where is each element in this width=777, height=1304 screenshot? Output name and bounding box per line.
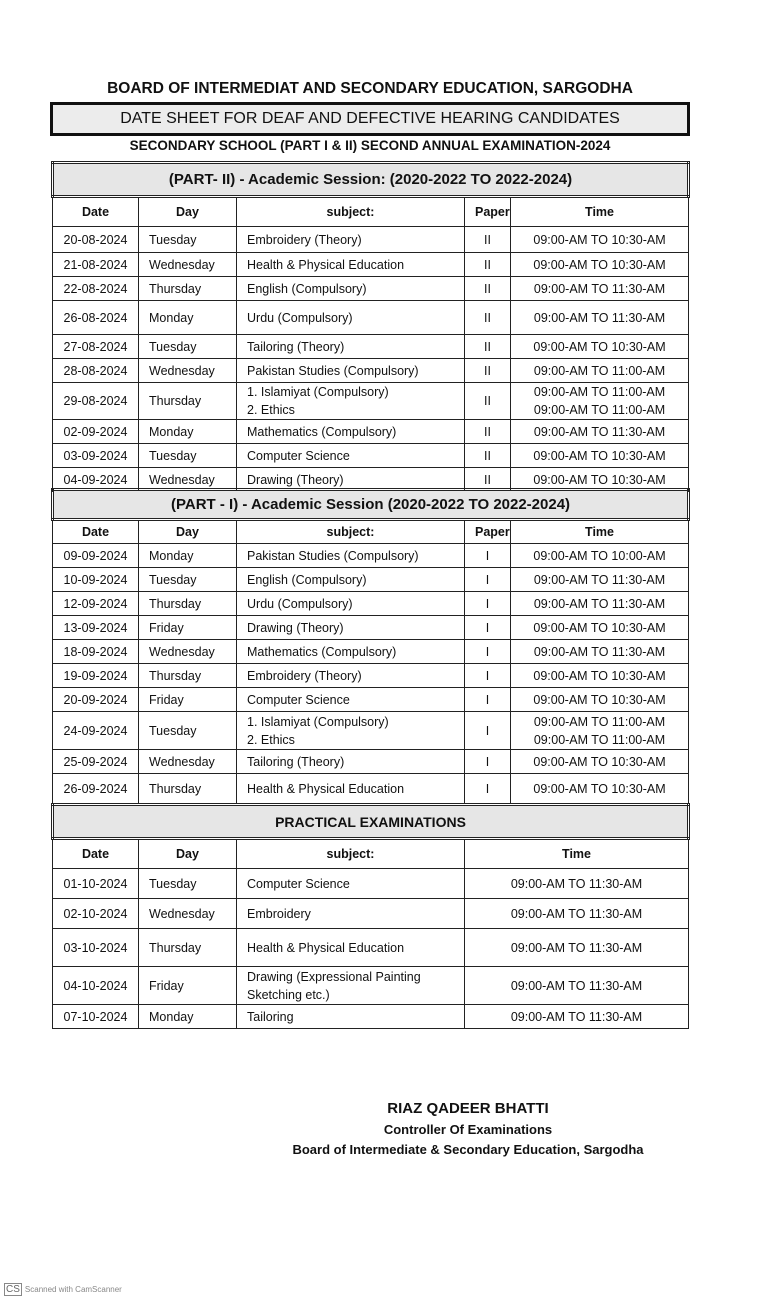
date-cell: 09-09-2024 <box>53 544 139 568</box>
col-day: Day <box>139 520 237 544</box>
table-row <box>53 301 689 335</box>
subject-cell <box>237 899 465 929</box>
time-cell-line: 09:00-AM TO 11:30-AM <box>533 644 666 659</box>
time-cell <box>511 774 689 804</box>
table-row <box>53 1005 689 1029</box>
time-cell-line: 09:00-AM TO 10:30-AM <box>533 232 666 247</box>
time-cell <box>511 592 689 616</box>
day-cell: Thursday <box>139 929 237 967</box>
table-row <box>53 929 689 967</box>
day-cell: Friday <box>139 688 237 712</box>
day-cell: Thursday <box>139 277 237 301</box>
date-cell: 02-10-2024 <box>53 899 139 929</box>
day-cell: Wednesday <box>139 468 237 492</box>
time-cell: 09:00-AM TO 11:30-AM <box>465 899 689 929</box>
day-cell: Thursday <box>139 592 237 616</box>
date-cell: 28-08-2024 <box>53 359 139 383</box>
subject-cell-line: English (Compulsory) <box>247 281 367 296</box>
table-row <box>53 335 689 359</box>
paper-cell: I <box>465 688 511 712</box>
paper-cell: I <box>465 616 511 640</box>
subject-cell-line: 2. Ethics <box>247 732 295 747</box>
day-cell: Wednesday <box>139 899 237 929</box>
date-cell: 26-09-2024 <box>53 774 139 804</box>
day-cell: Tuesday <box>139 227 237 253</box>
date-cell: 03-09-2024 <box>53 444 139 468</box>
subject-cell <box>237 444 465 468</box>
scanner-watermark <box>4 1283 122 1296</box>
part2-section-title: (PART- II) - Academic Session: (2020-2022 TO 2022-2024) <box>53 163 689 197</box>
time-cell <box>511 420 689 444</box>
time-cell-line: 09:00-AM TO 10:30-AM <box>533 754 666 769</box>
subject-cell <box>237 277 465 301</box>
time-cell: 09:00-AM TO 11:30-AM <box>465 869 689 899</box>
subject-cell-line: Health & Physical Education <box>247 940 405 955</box>
paper-cell: II <box>465 227 511 253</box>
paper-cell: II <box>465 277 511 301</box>
subject-cell-line: Health & Physical Education <box>247 257 405 272</box>
subject-cell <box>237 544 465 568</box>
day-cell: Tuesday <box>139 712 237 750</box>
table-row <box>53 640 689 664</box>
table-row <box>53 664 689 688</box>
time-cell <box>511 383 689 420</box>
time-cell <box>511 712 689 750</box>
col-date: Date <box>53 197 139 227</box>
day-cell: Thursday <box>139 774 237 804</box>
col-date: Date <box>53 839 139 869</box>
time-cell <box>511 301 689 335</box>
time-cell-line: 09:00-AM TO 11:00-AM <box>533 385 666 399</box>
exam-title: SECONDARY SCHOOL (PART I & II) SECOND ANNUAL EXAMINATION-2024 <box>129 138 611 153</box>
subject-cell <box>237 929 465 967</box>
subject-cell-line: Embroidery (Theory) <box>247 668 362 683</box>
subject-cell <box>237 301 465 335</box>
signatory-name: RIAZ QADEER BHATTI <box>387 1100 549 1117</box>
col-time: Time <box>511 520 689 544</box>
time-cell-line: 09:00-AM TO 10:30-AM <box>533 472 666 487</box>
date-cell: 10-09-2024 <box>53 568 139 592</box>
col-date: Date <box>53 520 139 544</box>
table-row <box>53 774 689 804</box>
col-paper: Paper <box>465 197 511 227</box>
paper-cell: I <box>465 664 511 688</box>
paper-cell: II <box>465 253 511 277</box>
subject-cell <box>237 869 465 899</box>
subject-cell <box>237 640 465 664</box>
paper-cell: I <box>465 712 511 750</box>
date-cell: 01-10-2024 <box>53 869 139 899</box>
subject-cell-line: Drawing (Expressional Painting <box>247 969 421 984</box>
time-cell-line: 09:00-AM TO 11:00-AM <box>533 363 666 378</box>
subject-cell-line: Tailoring (Theory) <box>247 754 345 769</box>
time-cell <box>511 253 689 277</box>
date-cell: 26-08-2024 <box>53 301 139 335</box>
subject-cell <box>237 774 465 804</box>
col-paper: Paper <box>465 520 511 544</box>
table-row <box>53 688 689 712</box>
paper-cell: II <box>465 468 511 492</box>
col-time: Time <box>465 839 689 869</box>
day-cell: Friday <box>139 616 237 640</box>
part1-header-row <box>53 520 689 544</box>
subject-cell-line: Computer Science <box>247 876 350 891</box>
time-cell <box>511 359 689 383</box>
day-cell: Wednesday <box>139 359 237 383</box>
subject-cell-line: Pakistan Studies (Compulsory) <box>247 363 419 378</box>
time-cell-line: 09:00-AM TO 11:30-AM <box>533 424 666 439</box>
date-cell: 13-09-2024 <box>53 616 139 640</box>
col-day: Day <box>139 839 237 869</box>
table-row <box>53 444 689 468</box>
subject-cell <box>237 592 465 616</box>
table-row <box>53 277 689 301</box>
subject-cell-line: 1. Islamiyat (Compulsory) <box>247 714 389 729</box>
day-cell: Thursday <box>139 383 237 420</box>
subject-cell <box>237 253 465 277</box>
col-subject: subject: <box>237 520 465 544</box>
subject-cell-line: Mathematics (Compulsory) <box>247 644 397 659</box>
subject-cell <box>237 359 465 383</box>
day-cell: Monday <box>139 1005 237 1029</box>
date-cell: 07-10-2024 <box>53 1005 139 1029</box>
subject-cell <box>237 750 465 774</box>
subject-cell-line: Tailoring <box>247 1009 294 1024</box>
practical-table <box>51 803 690 1029</box>
time-cell: 09:00-AM TO 11:30-AM <box>465 929 689 967</box>
time-cell <box>511 688 689 712</box>
time-cell <box>511 750 689 774</box>
time-cell <box>511 444 689 468</box>
subject-cell-line: Sketching etc.) <box>247 987 330 1002</box>
col-subject: subject: <box>237 197 465 227</box>
table-row <box>53 967 689 1005</box>
table-row <box>53 869 689 899</box>
subject-cell <box>237 227 465 253</box>
col-time: Time <box>511 197 689 227</box>
day-cell: Tuesday <box>139 335 237 359</box>
subject-cell-line: Drawing (Theory) <box>247 620 344 635</box>
subject-cell-line: Tailoring (Theory) <box>247 339 345 354</box>
time-cell <box>511 640 689 664</box>
time-cell <box>511 616 689 640</box>
day-cell: Monday <box>139 301 237 335</box>
subject-cell-line: Drawing (Theory) <box>247 472 344 487</box>
day-cell: Monday <box>139 420 237 444</box>
time-cell <box>511 335 689 359</box>
datesheet-title: DATE SHEET FOR DEAF AND DEFECTIVE HEARING CANDIDATES <box>50 102 690 136</box>
day-cell: Tuesday <box>139 568 237 592</box>
subject-cell <box>237 664 465 688</box>
paper-cell: II <box>465 383 511 420</box>
time-cell <box>511 544 689 568</box>
time-cell-line: 09:00-AM TO 11:00-AM <box>533 403 666 417</box>
time-cell-line: 09:00-AM TO 10:00-AM <box>533 548 666 563</box>
table-row <box>53 420 689 444</box>
part1-section-title: (PART - I) - Academic Session (2020-2022 TO 2022-2024) <box>53 490 689 520</box>
table-row <box>53 616 689 640</box>
time-cell-line: 09:00-AM TO 10:30-AM <box>533 339 666 354</box>
time-cell <box>511 568 689 592</box>
practical-section-title: PRACTICAL EXAMINATIONS <box>53 805 689 839</box>
subject-cell <box>237 335 465 359</box>
day-cell: Monday <box>139 544 237 568</box>
table-row <box>53 544 689 568</box>
time-cell-line: 09:00-AM TO 10:30-AM <box>533 257 666 272</box>
paper-cell: I <box>465 592 511 616</box>
subject-cell <box>237 616 465 640</box>
part2-header-row <box>53 197 689 227</box>
scanner-text: Scanned with CamScanner <box>24 1285 122 1294</box>
time-cell-line: 09:00-AM TO 11:00-AM <box>533 714 666 729</box>
date-cell: 27-08-2024 <box>53 335 139 359</box>
time-cell: 09:00-AM TO 11:30-AM <box>465 967 689 1005</box>
date-cell: 18-09-2024 <box>53 640 139 664</box>
col-day: Day <box>139 197 237 227</box>
day-cell: Wednesday <box>139 640 237 664</box>
date-cell: 22-08-2024 <box>53 277 139 301</box>
subject-cell <box>237 712 465 750</box>
table-row <box>53 383 689 420</box>
time-cell-line: 09:00-AM TO 11:30-AM <box>533 310 666 325</box>
part1-table <box>51 488 690 804</box>
time-cell-line: 09:00-AM TO 11:30-AM <box>533 596 666 611</box>
subject-cell-line: Mathematics (Compulsory) <box>247 424 397 439</box>
time-cell-line: 09:00-AM TO 10:30-AM <box>533 448 666 463</box>
paper-cell: II <box>465 420 511 444</box>
subject-cell-line: 1. Islamiyat (Compulsory) <box>247 385 389 399</box>
paper-cell: I <box>465 750 511 774</box>
date-cell: 02-09-2024 <box>53 420 139 444</box>
table-row <box>53 750 689 774</box>
table-row <box>53 568 689 592</box>
day-cell: Wednesday <box>139 750 237 774</box>
paper-cell: I <box>465 640 511 664</box>
day-cell: Friday <box>139 967 237 1005</box>
date-cell: 04-10-2024 <box>53 967 139 1005</box>
subject-cell-line: Computer Science <box>247 692 350 707</box>
time-cell-line: 09:00-AM TO 11:30-AM <box>533 281 666 296</box>
time-cell <box>511 227 689 253</box>
day-cell: Tuesday <box>139 869 237 899</box>
camscanner-logo-icon: CS <box>6 1284 20 1295</box>
paper-cell: II <box>465 301 511 335</box>
paper-cell: I <box>465 544 511 568</box>
subject-cell <box>237 568 465 592</box>
time-cell <box>511 664 689 688</box>
subject-cell <box>237 383 465 420</box>
date-cell: 20-08-2024 <box>53 227 139 253</box>
time-cell-line: 09:00-AM TO 10:30-AM <box>533 668 666 683</box>
date-cell: 21-08-2024 <box>53 253 139 277</box>
table-row <box>53 359 689 383</box>
day-cell: Tuesday <box>139 444 237 468</box>
subject-cell <box>237 1005 465 1029</box>
time-cell <box>511 277 689 301</box>
table-row <box>53 592 689 616</box>
time-cell-line: 09:00-AM TO 11:00-AM <box>533 732 666 747</box>
part2-table <box>51 161 690 492</box>
table-row <box>53 253 689 277</box>
subject-cell-line: Urdu (Compulsory) <box>247 596 353 611</box>
signatory-designation: Controller Of Examinations <box>383 1122 553 1137</box>
date-cell: 20-09-2024 <box>53 688 139 712</box>
paper-cell: I <box>465 568 511 592</box>
subject-cell-line: Health & Physical Education <box>247 781 405 796</box>
subject-cell-line: 2. Ethics <box>247 403 295 417</box>
date-cell: 24-09-2024 <box>53 712 139 750</box>
paper-cell: II <box>465 444 511 468</box>
time-cell-line: 09:00-AM TO 10:30-AM <box>533 781 666 796</box>
date-cell: 29-08-2024 <box>53 383 139 420</box>
paper-cell: I <box>465 774 511 804</box>
date-cell: 12-09-2024 <box>53 592 139 616</box>
subject-cell <box>237 967 465 1005</box>
subject-cell-line: Embroidery (Theory) <box>247 232 362 247</box>
board-title: BOARD OF INTERMEDIAT AND SECONDARY EDUCATION, SARGODHA <box>107 80 633 97</box>
day-cell: Wednesday <box>139 253 237 277</box>
table-row <box>53 899 689 929</box>
date-cell: 25-09-2024 <box>53 750 139 774</box>
table-row <box>53 227 689 253</box>
day-cell: Thursday <box>139 664 237 688</box>
practical-header-row <box>53 839 689 869</box>
table-row <box>53 712 689 750</box>
subject-cell-line: Embroidery <box>247 906 311 921</box>
col-subject: subject: <box>237 839 465 869</box>
date-cell: 04-09-2024 <box>53 468 139 492</box>
subject-cell <box>237 420 465 444</box>
paper-cell: II <box>465 359 511 383</box>
subject-cell-line: Urdu (Compulsory) <box>247 310 353 325</box>
subject-cell-line: Computer Science <box>247 448 350 463</box>
date-cell: 03-10-2024 <box>53 929 139 967</box>
time-cell: 09:00-AM TO 11:30-AM <box>465 1005 689 1029</box>
time-cell-line: 09:00-AM TO 10:30-AM <box>533 620 666 635</box>
subject-cell-line: Pakistan Studies (Compulsory) <box>247 548 419 563</box>
time-cell-line: 09:00-AM TO 11:30-AM <box>533 572 666 587</box>
time-cell-line: 09:00-AM TO 10:30-AM <box>533 692 666 707</box>
date-cell: 19-09-2024 <box>53 664 139 688</box>
subject-cell <box>237 688 465 712</box>
signatory-office: Board of Intermediate & Secondary Education, Sargodha <box>292 1142 644 1157</box>
subject-cell-line: English (Compulsory) <box>247 572 367 587</box>
paper-cell: II <box>465 335 511 359</box>
